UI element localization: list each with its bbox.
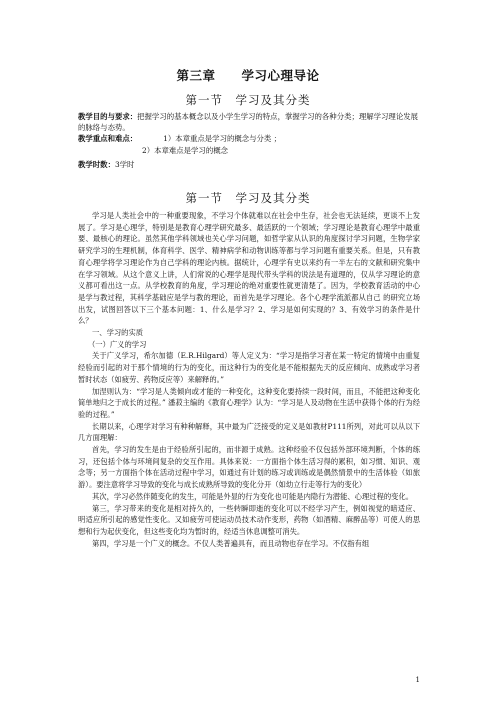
paragraph-second-point: 其次，学习必然伴随变化的发生，可能是外显的行为变化也可能是内隐行为潜能、心理过程的变化。: [92, 491, 414, 501]
chapter-title: 第三章 学习心理导论: [176, 68, 320, 83]
body-text: [78, 210, 420, 549]
paragraph-textbook-definition: 长期以来，心理学对学习有种种解释，其中最为广泛接受的定义是如教材P111所列，对此可以从以下几方面理解：: [78, 421, 420, 443]
keypoint-2: 2）本章难点是学习的概念: [142, 146, 229, 155]
paragraph-intro: 学习是人类社会中的一种重要现象，不学习个体就难以在社会中生存，社会也无法延续，更谈不上发展了。学习是心理学，特别是是教育心理学研究最多、最活跃的一个领域；学习理论是教育心理学中最重要、最核心的理论。虽然其他学科领域也关心学习问题，如哲学家从认识的角度探讨学习问题，生物学家研究学习的生理机制，体育科学、医学、精神病学和动物训练等都与学习问题有重要关系。但是，只有教育心理学将学习理论作为自己学科的理论内核。据统计，心理学有史以来约有一半左右的文献和研究集中在学习领域。从这个意义上讲，人们常说的心理学是现代带头学科的说法是有道理的，仅从学习理论的意义都可看出这一点。从学校教育的角度，学习理论的绝对重要性就更清楚了。因为，学校教育活动的中心是学与教过程，其科学基础应是学与教的理论，而首先是学习理论。各个心理学流派都从自己 的研究立场出发，试图回答以下三个基本问题：1、什么是学习？2、学习是如何实现的？3、有效学习的条件是什么？: [78, 211, 420, 326]
section-title-top: 第一节 学习及其分类: [185, 93, 311, 107]
teaching-hours: [78, 160, 422, 171]
page-number: 1: [415, 676, 420, 684]
keypoint-1: 1）本章重点是学习的概念与分类 ；: [163, 134, 282, 143]
hours-value: 3学时: [114, 160, 135, 169]
objectives-text: 把握学习的基本概念以及小学生学习的特点，掌握学习的各种分类；理解学习理论发展的脉络与态势。: [78, 112, 418, 132]
paragraph-gagne-definition: 加涅则认为：“学习是人类倾向或才能的一种变化，这种变化要持续一段时间，而且，不能把这种变化简单地归之于成长的过程。” 潘菽主编的《教育心理学》认为：“学习是人及动物在生活中获得个体的行为经验的过程。”: [78, 386, 420, 419]
hours-label: 教学时数：: [78, 160, 115, 169]
section-title-main: 第一节 学习及其分类: [185, 191, 311, 205]
heading-broad-learning: （一）广义的学习: [88, 339, 147, 349]
objectives-label: 教学目的与要求：: [78, 112, 138, 121]
paragraph-first-point: 首先，学习的发生是由于经验所引起的，而非源于成熟。这种经验不仅包括外部环境判断，个体的练习，还包括个体与环境间复杂的交互作用。具体来说：一方面指个体生活习得的累积，如习惯、知识、观念等；另一方面指个体在活动过程中学习，如通过有计划的练习或训练或是偶然情景中的生活体验（如旅游）。要注意将学习导致的变化与成长成熟所导致的变化分开（如幼立行走等行为的变化）: [78, 445, 420, 490]
paragraph-hilgard-definition: 关于广义学习，希尔加德（E.R.Hilgard）等人定义为：“学习是指学习者在某一特定的情境中由重复经验而引起的对于那个情境的行为的变化，而这种行为的变化是不能根据先天的反应倾向、成熟或学习者暂时状态（如疲劳、药物反应等）来解释的。”: [78, 351, 420, 384]
paragraph-fourth-point: 第四，学习是一个广义的概念。不仅人类普遍具有，而且动物也存在学习。不仅指有组: [92, 538, 370, 548]
paragraph-third-point: 第三，学习带来的变化是相对持久的，一些转瞬即逝的变化可以不经学习产生，例如视觉的暗适应、明适应所引起的感觉性变化。又如疲劳可使运动员技术动作变形，药物（如酒精、麻醉品等）可使人的思想和行为起伏变化，但这些变化均为暂时的，经适当休息调整可消失。: [78, 503, 420, 536]
keypoints-label: 教学重点和难点：: [78, 134, 138, 143]
key-points: [78, 134, 422, 145]
teaching-objectives: [78, 112, 422, 133]
heading-essence-of-learning: 一、学习的实质: [92, 328, 144, 338]
